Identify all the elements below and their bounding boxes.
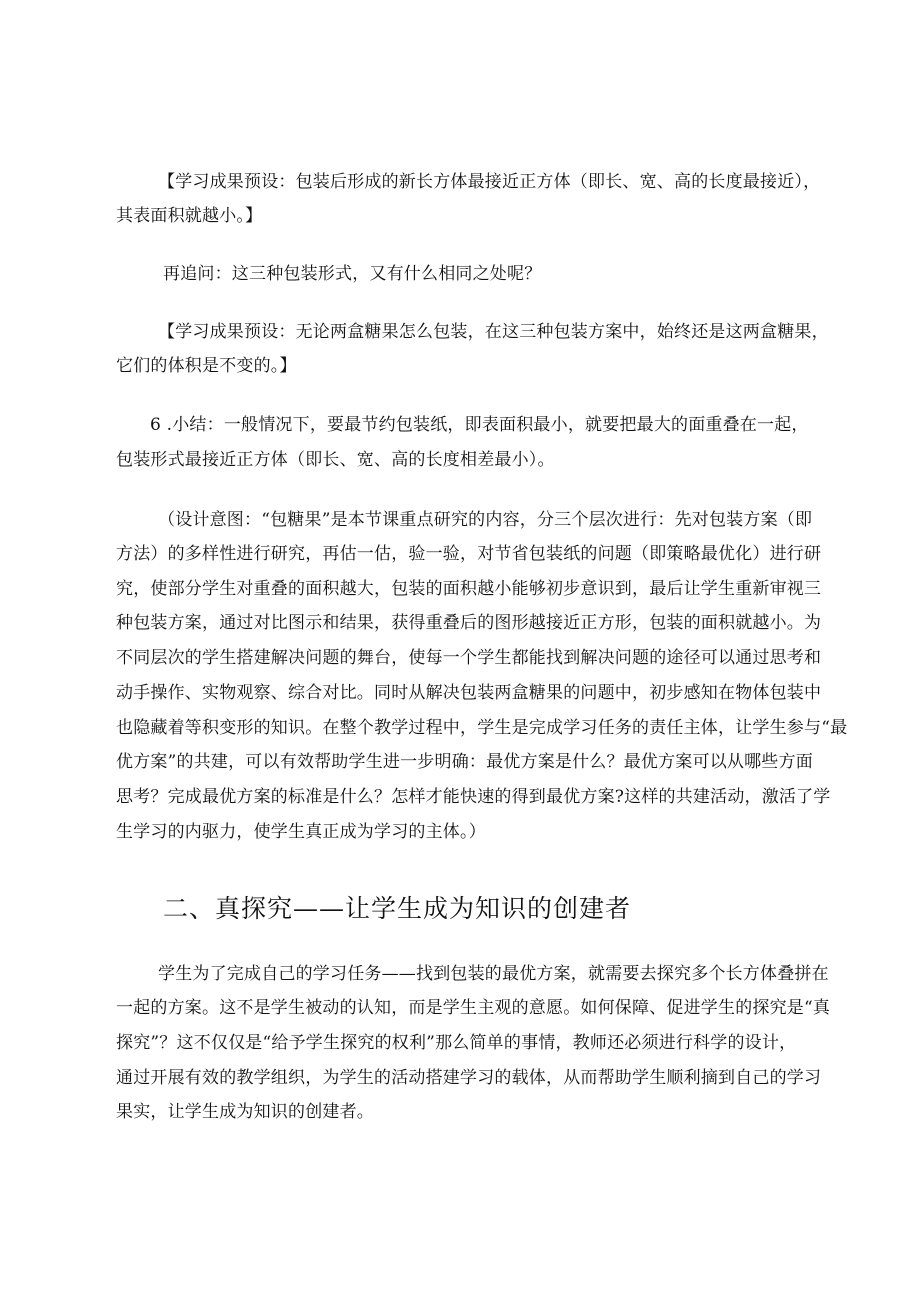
inquiry-paragraph-line-3: 探究”？这不仅仅是“给予学生探究的权利”那么简单的事情，教师还必须进行科学的设计， bbox=[116, 1033, 797, 1053]
design-intent-line-10: 生学习的内驱力，使学生真正成为学习的主体。） bbox=[116, 822, 486, 842]
design-intent-line-8: 优方案”的共建，可以有效帮助学生进一步明确：最优方案是什么？最优方案可以从哪些方面 bbox=[116, 752, 813, 772]
inquiry-paragraph-line-5: 果实，让学生成为知识的创建者。 bbox=[116, 1102, 374, 1122]
design-intent-line-7: 也隐藏着等积变形的知识。在整个教学过程中，学生是完成学习任务的责任主体，让学生参与“最 bbox=[116, 718, 848, 738]
learning-outcome-line-2: 其表面积就越小。】 bbox=[116, 206, 263, 226]
design-intent-line-9: 思考？完成最优方案的标准是什么？怎样才能快速的得到最优方案?这样的共建活动，激活了学 bbox=[116, 787, 831, 807]
inquiry-paragraph-line-1: 学生为了完成自己的学习任务——找到包装的最优方案，就需要去探究多个长方体叠拼在 bbox=[158, 964, 829, 984]
follow-up-question: 再追问：这三种包装形式，又有什么相同之处呢？ bbox=[163, 264, 542, 284]
summary-line-2: 包装形式最接近正方体（即长、宽、高的长度相差最小）。 bbox=[116, 450, 555, 470]
design-intent-line-3: 究，使部分学生对重叠的面积越大，包装的面积越小能够初步意识到，最后让学生重新审视三 bbox=[116, 579, 822, 599]
learning-outcome-2-line-2: 它们的体积是不变的。】 bbox=[116, 356, 297, 376]
learning-outcome-2-line-1: 【学习成果预设：无论两盒糖果怎么包装，在这三种包装方案中，始终还是这两盒糖果， bbox=[158, 322, 829, 342]
design-intent-line-4: 种包装方案，通过对比图示和结果，获得重叠后的图形越接近正方形，包装的面积就越小。为 bbox=[116, 613, 822, 633]
summary-line-1: 6 .小结：一般情况下，要最节约包装纸，即表面积最小，就要把最大的面重叠在一起， bbox=[150, 415, 809, 435]
learning-outcome-line-1: 【学习成果预设：包装后形成的新长方体最接近正方体（即长、宽、高的长度最接近）， bbox=[158, 172, 821, 192]
design-intent-line-2: 方法）的多样性进行研究，再估一估，验一验，对节省包装纸的问题（即策略最优化）进行研 bbox=[116, 544, 822, 564]
design-intent-line-5: 不同层次的学生搭建解决问题的舞台，使每一个学生都能找到解决问题的途径可以通过思考和 bbox=[116, 648, 822, 668]
inquiry-paragraph-line-4: 通过开展有效的教学组织，为学生的活动搭建学习的载体，从而帮助学生顺利摘到自己的学习 bbox=[116, 1068, 822, 1088]
inquiry-paragraph-line-2: 一起的方案。这不是学生被动的认知，而是学生主观的意愿。如何保障、促进学生的探究是“真 bbox=[116, 998, 831, 1018]
section-heading: 二、真探究——让学生成为知识的创建者 bbox=[163, 894, 632, 923]
design-intent-line-1: （设计意图：“包糖果”是本节课重点研究的内容，分三个层次进行：先对包装方案（即 bbox=[158, 510, 813, 530]
design-intent-line-6: 动手操作、实物观察、综合对比。同时从解决包装两盒糖果的问题中，初步感知在物体包装中 bbox=[116, 683, 822, 703]
